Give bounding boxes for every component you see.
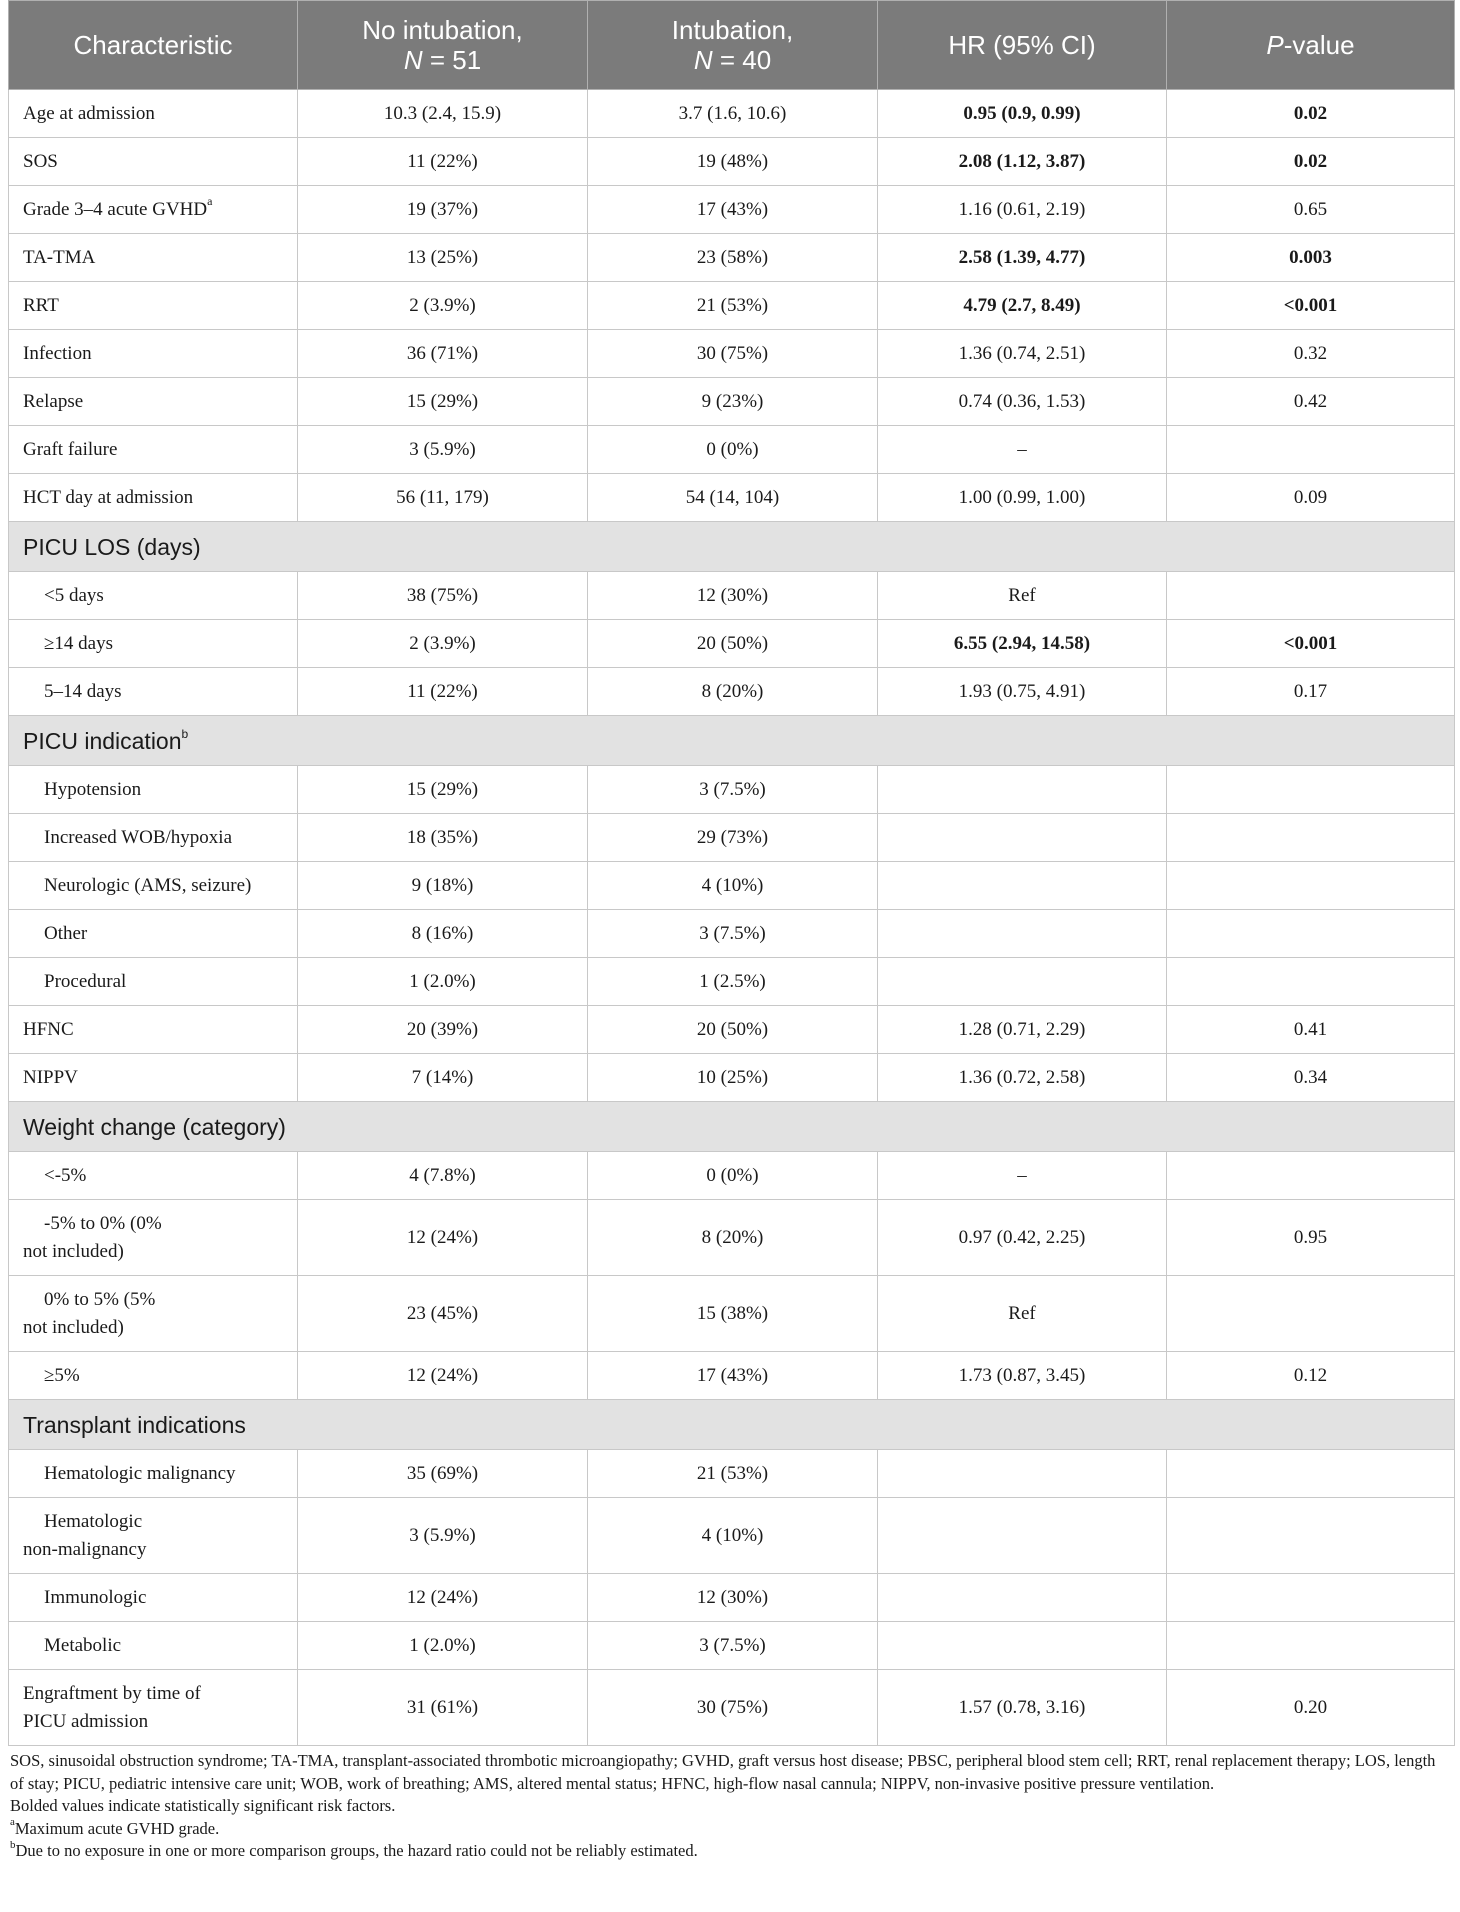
- hr-cell: 0.97 (0.42, 2.25): [878, 1200, 1167, 1276]
- section-heading-picu-los: PICU LOS (days): [9, 522, 1455, 572]
- no-intubation-cell: 20 (39%): [298, 1006, 588, 1054]
- intubation-cell: 9 (23%): [588, 378, 878, 426]
- header-intubation-line2: = 40: [712, 45, 772, 75]
- header-p-value: [1167, 1, 1455, 90]
- no-intubation-cell: 2 (3.9%): [298, 282, 588, 330]
- table-row: [9, 1276, 1455, 1352]
- p-value-cell: [1167, 1622, 1455, 1670]
- table-row: [9, 1450, 1455, 1498]
- row-label: Other: [9, 910, 298, 958]
- hr-cell: [878, 766, 1167, 814]
- intubation-cell: 17 (43%): [588, 1352, 878, 1400]
- p-value-cell: [1167, 572, 1455, 620]
- table-footnotes: [8, 1746, 1454, 1863]
- row-label: TA-TMA: [9, 234, 298, 282]
- footnote-marker: a: [207, 194, 213, 209]
- footnote-marker: b: [181, 726, 189, 741]
- header-characteristic: [9, 1, 298, 90]
- hr-cell: –: [878, 1152, 1167, 1200]
- results-table: [8, 0, 1455, 1746]
- p-value-cell: [1167, 862, 1455, 910]
- row-label-line1: Hematologic: [44, 1510, 143, 1532]
- p-value-cell: [1167, 814, 1455, 862]
- no-intubation-cell: 7 (14%): [298, 1054, 588, 1102]
- p-value-cell: 0.42: [1167, 378, 1455, 426]
- table-row: [9, 186, 1455, 234]
- intubation-cell: 29 (73%): [588, 814, 878, 862]
- intubation-cell: 1 (2.5%): [588, 958, 878, 1006]
- hr-cell: Ref: [878, 572, 1167, 620]
- row-label: ≥5%: [9, 1352, 298, 1400]
- no-intubation-cell: 4 (7.8%): [298, 1152, 588, 1200]
- hr-cell: 2.08 (1.12, 3.87): [878, 138, 1167, 186]
- p-value-cell: 0.34: [1167, 1054, 1455, 1102]
- footnote-a-text: Maximum acute GVHD grade.: [14, 1818, 220, 1838]
- table-row: [9, 1498, 1455, 1574]
- p-value-cell: <0.001: [1167, 620, 1455, 668]
- intubation-cell: 4 (10%): [588, 1498, 878, 1574]
- hr-cell: 1.36 (0.74, 2.51): [878, 330, 1167, 378]
- p-value-cell: [1167, 910, 1455, 958]
- intubation-cell: 8 (20%): [588, 1200, 878, 1276]
- table-row: [9, 1622, 1455, 1670]
- row-label: Procedural: [9, 958, 298, 1006]
- no-intubation-cell: 19 (37%): [298, 186, 588, 234]
- table-row: [9, 90, 1455, 138]
- header-p-rest: -value: [1283, 30, 1355, 60]
- row-label: Grade 3–4 acute GVHD: [23, 198, 208, 220]
- footnote-b-text: Due to no exposure in one or more comparison groups, the hazard ratio could not be reliably estimated.: [15, 1841, 698, 1860]
- intubation-cell: 20 (50%): [588, 620, 878, 668]
- table-row: [9, 426, 1455, 474]
- p-value-cell: 0.02: [1167, 90, 1455, 138]
- hr-cell: 1.36 (0.72, 2.58): [878, 1054, 1167, 1102]
- hr-cell: Ref: [878, 1276, 1167, 1352]
- no-intubation-cell: 10.3 (2.4, 15.9): [298, 90, 588, 138]
- section-heading-transplant-indications: Transplant indications: [9, 1400, 1455, 1450]
- row-label: Age at admission: [9, 90, 298, 138]
- intubation-cell: 3 (7.5%): [588, 766, 878, 814]
- table-row: [9, 1006, 1455, 1054]
- hr-cell: 2.58 (1.39, 4.77): [878, 234, 1167, 282]
- row-label-cell: [9, 186, 298, 234]
- intubation-cell: 19 (48%): [588, 138, 878, 186]
- no-intubation-cell: 3 (5.9%): [298, 426, 588, 474]
- table-row: [9, 378, 1455, 426]
- row-label-cell: [9, 1498, 298, 1574]
- header-no-intubation-line2: = 51: [422, 45, 482, 75]
- hr-cell: 1.28 (0.71, 2.29): [878, 1006, 1167, 1054]
- hr-cell: [878, 1574, 1167, 1622]
- hr-cell: 0.74 (0.36, 1.53): [878, 378, 1167, 426]
- table-row: [9, 1152, 1455, 1200]
- table-row: [9, 862, 1455, 910]
- no-intubation-cell: 31 (61%): [298, 1670, 588, 1746]
- p-value-cell: 0.65: [1167, 186, 1455, 234]
- row-label: <-5%: [9, 1152, 298, 1200]
- row-label: Graft failure: [9, 426, 298, 474]
- p-value-cell: 0.20: [1167, 1670, 1455, 1746]
- footnote-a: [10, 1818, 1452, 1841]
- row-label-line1: Engraftment by time of: [23, 1682, 201, 1704]
- row-label-line2: not included): [23, 1240, 124, 1262]
- row-label: NIPPV: [9, 1054, 298, 1102]
- p-value-cell: [1167, 1276, 1455, 1352]
- p-value-cell: 0.12: [1167, 1352, 1455, 1400]
- p-value-cell: 0.41: [1167, 1006, 1455, 1054]
- table-row: [9, 234, 1455, 282]
- hr-cell: [878, 862, 1167, 910]
- header-intubation-line1: Intubation,: [671, 15, 794, 45]
- table-row: [9, 766, 1455, 814]
- intubation-cell: 12 (30%): [588, 572, 878, 620]
- no-intubation-cell: 35 (69%): [298, 1450, 588, 1498]
- p-value-cell: [1167, 1574, 1455, 1622]
- intubation-cell: 3.7 (1.6, 10.6): [588, 90, 878, 138]
- p-value-cell: <0.001: [1167, 282, 1455, 330]
- table-row: [9, 330, 1455, 378]
- row-label-line1: 0% to 5% (5%: [44, 1288, 156, 1310]
- footnote-b-marker: b: [10, 1838, 16, 1851]
- table-row: [9, 1352, 1455, 1400]
- abbreviations-footnote: SOS, sinusoidal obstruction syndrome; TA-TMA, transplant-associated thrombotic microangiopathy; GVHD, graft versus host disease; PBSC, peripheral blood stem cell; RRT, renal replacement therapy; LOS, length of stay; PICU, pediatric intensive care unit; WOB, work of breathing; AMS, altered mental status; HFNC, high-flow nasal cannula; NIPPV, non-invasive positive pressure ventilation.: [10, 1751, 1436, 1793]
- intubation-cell: 23 (58%): [588, 234, 878, 282]
- footnote-b: [10, 1840, 1452, 1863]
- row-label: Neurologic (AMS, seizure): [9, 862, 298, 910]
- row-label-cell: [9, 1200, 298, 1276]
- intubation-cell: 0 (0%): [588, 1152, 878, 1200]
- p-value-cell: [1167, 1498, 1455, 1574]
- section-row: [9, 1102, 1455, 1152]
- intubation-cell: 3 (7.5%): [588, 1622, 878, 1670]
- no-intubation-cell: 12 (24%): [298, 1352, 588, 1400]
- intubation-cell: 4 (10%): [588, 862, 878, 910]
- intubation-cell: 21 (53%): [588, 1450, 878, 1498]
- no-intubation-cell: 38 (75%): [298, 572, 588, 620]
- row-label: Increased WOB/hypoxia: [9, 814, 298, 862]
- p-value-cell: 0.95: [1167, 1200, 1455, 1276]
- section-heading-picu-indication: [9, 716, 1455, 766]
- table-row: [9, 814, 1455, 862]
- row-label: HFNC: [9, 1006, 298, 1054]
- table-row: [9, 910, 1455, 958]
- row-label: Metabolic: [9, 1622, 298, 1670]
- hr-cell: 1.57 (0.78, 3.16): [878, 1670, 1167, 1746]
- no-intubation-cell: 9 (18%): [298, 862, 588, 910]
- bolded-footnote: Bolded values indicate statistically significant risk factors.: [10, 1796, 396, 1815]
- intubation-cell: 8 (20%): [588, 668, 878, 716]
- hr-cell: 6.55 (2.94, 14.58): [878, 620, 1167, 668]
- table-container: [8, 0, 1454, 1863]
- hr-cell: [878, 1622, 1167, 1670]
- table-row: [9, 620, 1455, 668]
- p-value-cell: [1167, 426, 1455, 474]
- hr-cell: [878, 814, 1167, 862]
- hr-cell: 1.00 (0.99, 1.00): [878, 474, 1167, 522]
- header-hr: [878, 1, 1167, 90]
- row-label-line1: -5% to 0% (0%: [44, 1212, 162, 1234]
- p-value-cell: 0.32: [1167, 330, 1455, 378]
- row-label: HCT day at admission: [9, 474, 298, 522]
- header-characteristic-text: Characteristic: [73, 30, 233, 60]
- table-row: [9, 474, 1455, 522]
- row-label: Immunologic: [9, 1574, 298, 1622]
- row-label: RRT: [9, 282, 298, 330]
- no-intubation-cell: 1 (2.0%): [298, 958, 588, 1006]
- header-intubation: [588, 1, 878, 90]
- no-intubation-cell: 15 (29%): [298, 378, 588, 426]
- p-value-cell: [1167, 766, 1455, 814]
- header-row: [9, 1, 1455, 90]
- header-p-italic: P: [1266, 30, 1284, 60]
- row-label-cell: [9, 1670, 298, 1746]
- intubation-cell: 17 (43%): [588, 186, 878, 234]
- hr-cell: [878, 1498, 1167, 1574]
- no-intubation-cell: 11 (22%): [298, 138, 588, 186]
- table-row: [9, 572, 1455, 620]
- header-intubation-n: N: [693, 45, 713, 75]
- no-intubation-cell: 15 (29%): [298, 766, 588, 814]
- row-label: ≥14 days: [9, 620, 298, 668]
- no-intubation-cell: 2 (3.9%): [298, 620, 588, 668]
- intubation-cell: 30 (75%): [588, 330, 878, 378]
- hr-cell: 0.95 (0.9, 0.99): [878, 90, 1167, 138]
- hr-cell: 1.73 (0.87, 3.45): [878, 1352, 1167, 1400]
- no-intubation-cell: 8 (16%): [298, 910, 588, 958]
- row-label-line2: non-malignancy: [23, 1538, 147, 1560]
- row-label-line2: PICU admission: [23, 1710, 149, 1732]
- row-label: Relapse: [9, 378, 298, 426]
- p-value-cell: 0.003: [1167, 234, 1455, 282]
- no-intubation-cell: 36 (71%): [298, 330, 588, 378]
- row-label: Hematologic malignancy: [9, 1450, 298, 1498]
- no-intubation-cell: 23 (45%): [298, 1276, 588, 1352]
- intubation-cell: 10 (25%): [588, 1054, 878, 1102]
- no-intubation-cell: 56 (11, 179): [298, 474, 588, 522]
- no-intubation-cell: 3 (5.9%): [298, 1498, 588, 1574]
- table-row: [9, 1200, 1455, 1276]
- hr-cell: [878, 958, 1167, 1006]
- table-row: [9, 668, 1455, 716]
- p-value-cell: [1167, 1152, 1455, 1200]
- section-heading-weight-change: Weight change (category): [9, 1102, 1455, 1152]
- header-no-intubation-n: N: [403, 45, 423, 75]
- hr-cell: [878, 1450, 1167, 1498]
- hr-cell: [878, 910, 1167, 958]
- p-value-cell: [1167, 1450, 1455, 1498]
- header-hr-text: HR (95% CI): [948, 30, 1096, 60]
- intubation-cell: 12 (30%): [588, 1574, 878, 1622]
- p-value-cell: 0.02: [1167, 138, 1455, 186]
- row-label: <5 days: [9, 572, 298, 620]
- table-row: [9, 1054, 1455, 1102]
- section-row: [9, 716, 1455, 766]
- no-intubation-cell: 12 (24%): [298, 1200, 588, 1276]
- table-row: [9, 138, 1455, 186]
- intubation-cell: 30 (75%): [588, 1670, 878, 1746]
- intubation-cell: 20 (50%): [588, 1006, 878, 1054]
- section-row: [9, 522, 1455, 572]
- p-value-cell: [1167, 958, 1455, 1006]
- table-row: [9, 1670, 1455, 1746]
- row-label: Hypotension: [9, 766, 298, 814]
- row-label-line2: not included): [23, 1316, 124, 1338]
- intubation-cell: 15 (38%): [588, 1276, 878, 1352]
- no-intubation-cell: 13 (25%): [298, 234, 588, 282]
- table-row: [9, 958, 1455, 1006]
- intubation-cell: 3 (7.5%): [588, 910, 878, 958]
- row-label-cell: [9, 1276, 298, 1352]
- row-label: Infection: [9, 330, 298, 378]
- no-intubation-cell: 12 (24%): [298, 1574, 588, 1622]
- p-value-cell: 0.17: [1167, 668, 1455, 716]
- table-row: [9, 1574, 1455, 1622]
- table-row: [9, 282, 1455, 330]
- p-value-cell: 0.09: [1167, 474, 1455, 522]
- hr-cell: –: [878, 426, 1167, 474]
- no-intubation-cell: 18 (35%): [298, 814, 588, 862]
- footnote-a-marker: a: [10, 1816, 15, 1828]
- row-label: SOS: [9, 138, 298, 186]
- section-heading-text: PICU indication: [23, 727, 182, 754]
- hr-cell: 1.16 (0.61, 2.19): [878, 186, 1167, 234]
- no-intubation-cell: 1 (2.0%): [298, 1622, 588, 1670]
- no-intubation-cell: 11 (22%): [298, 668, 588, 716]
- hr-cell: 4.79 (2.7, 8.49): [878, 282, 1167, 330]
- intubation-cell: 54 (14, 104): [588, 474, 878, 522]
- header-no-intubation: [298, 1, 588, 90]
- section-row: [9, 1400, 1455, 1450]
- intubation-cell: 0 (0%): [588, 426, 878, 474]
- row-label: 5–14 days: [9, 668, 298, 716]
- hr-cell: 1.93 (0.75, 4.91): [878, 668, 1167, 716]
- intubation-cell: 21 (53%): [588, 282, 878, 330]
- header-no-intubation-line1: No intubation,: [362, 15, 523, 45]
